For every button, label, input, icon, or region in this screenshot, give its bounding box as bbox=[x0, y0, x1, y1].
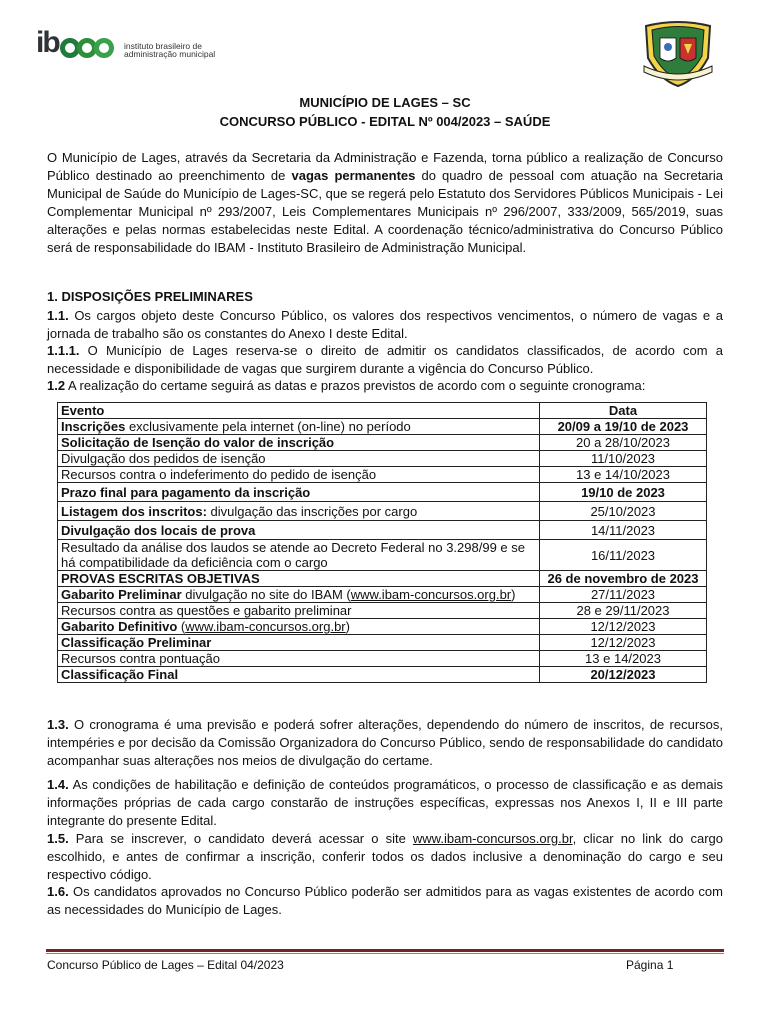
event-text: ) bbox=[511, 587, 516, 602]
footer-divider bbox=[46, 949, 724, 952]
event-cell bbox=[58, 619, 540, 635]
ibam-site-link[interactable]: www.ibam-concursos.org.br bbox=[412, 831, 573, 846]
event-bold: Gabarito Preliminar bbox=[61, 587, 182, 602]
event-cell bbox=[58, 435, 540, 451]
event-cell bbox=[58, 540, 540, 571]
paragraph-1-4 bbox=[47, 776, 723, 830]
event-cell bbox=[58, 667, 540, 683]
ibam-logo-mark bbox=[36, 26, 120, 60]
table-row bbox=[58, 571, 707, 587]
date-cell: 11/10/2023 bbox=[540, 451, 707, 467]
event-bold: Gabarito Definitivo bbox=[61, 619, 178, 634]
ibam-site-link[interactable]: www.ibam-concursos.org.br bbox=[185, 619, 346, 634]
event-bold: Classificação Preliminar bbox=[61, 635, 212, 650]
event-text: Recursos contra pontuação bbox=[61, 651, 220, 666]
date-cell: 16/11/2023 bbox=[540, 540, 707, 571]
paragraph-number: 1.4. bbox=[47, 777, 69, 792]
event-cell bbox=[58, 603, 540, 619]
document-title-line-2: CONCURSO PÚBLICO - EDITAL Nº 004/2023 – SAÚDE bbox=[219, 114, 551, 129]
paragraph-text: A realização do certame seguirá as datas e prazos previstos de acordo com o seguinte cronograma: bbox=[65, 378, 646, 393]
paragraph-text: O Município de Lages reserva-se o direito de admitir os candidatos classificados, de acordo com a necessidade e disponibilidade de vagas que surgirem durante a vigência do Concurso Público. bbox=[47, 343, 723, 376]
paragraph-text: Os candidatos aprovados no Concurso Público poderão ser admitidos para as vagas existentes de acordo com as necessidades do Município de Lages. bbox=[47, 884, 723, 917]
date-cell: 19/10 de 2023 bbox=[540, 483, 707, 502]
event-bold: Divulgação dos locais de prova bbox=[61, 522, 256, 538]
date-cell: 20/09 a 19/10 de 2023 bbox=[540, 419, 707, 435]
schedule-body bbox=[58, 419, 707, 683]
event-cell bbox=[58, 483, 540, 502]
event-cell bbox=[58, 419, 540, 435]
table-row bbox=[58, 467, 707, 483]
logo-sub-line-2: administração municipal bbox=[124, 49, 216, 59]
event-text: divulgação no site do IBAM ( bbox=[181, 587, 351, 602]
paragraph-text: O cronograma é uma previsão e poderá sofrer alterações, dependendo do número de inscritos, de recursos, intempéries e por decisão da Comissão Organizadora do Concurso Público, sendo de responsabilidade do candidato acompanhar suas alterações nos meios de divulgação do certame. bbox=[47, 717, 723, 768]
table-row bbox=[58, 451, 707, 467]
event-bold: Classificação Final bbox=[61, 667, 179, 682]
table-row bbox=[58, 521, 707, 540]
table-row bbox=[58, 619, 707, 635]
date-cell: 14/11/2023 bbox=[540, 521, 707, 540]
event-cell bbox=[58, 467, 540, 483]
paragraph-text: Os cargos objeto deste Concurso Público, os valores dos respectivos vencimentos, o número de vagas e a jornada de trabalho são os constantes do Anexo I deste Edital. bbox=[47, 308, 723, 341]
paragraph-text: Para se inscrever, o candidato deverá acessar o site bbox=[68, 831, 413, 846]
ibam-site-link[interactable]: www.ibam-concursos.org.br bbox=[350, 587, 512, 602]
section-heading: 1. DISPOSIÇÕES PRELIMINARES bbox=[47, 289, 253, 304]
table-row bbox=[58, 502, 707, 521]
event-text: ( bbox=[177, 619, 186, 634]
table-row bbox=[58, 587, 707, 603]
event-bold: Solicitação de Isenção do valor de inscrição bbox=[61, 435, 335, 450]
logo-ring bbox=[94, 38, 114, 58]
table-row bbox=[58, 635, 707, 651]
event-cell bbox=[58, 635, 540, 651]
table-row bbox=[58, 651, 707, 667]
paragraph-1-5 bbox=[47, 830, 723, 884]
date-cell: 28 e 29/11/2023 bbox=[540, 603, 707, 619]
event-cell bbox=[58, 651, 540, 667]
date-cell: 27/11/2023 bbox=[540, 587, 707, 603]
date-cell: 26 de novembro de 2023 bbox=[540, 571, 707, 587]
paragraph-1-3 bbox=[47, 716, 723, 770]
event-text: divulgação das inscrições por cargo bbox=[206, 503, 418, 519]
document-title-line-1: MUNICÍPIO DE LAGES – SC bbox=[299, 95, 471, 110]
ibam-logo-letters: ib bbox=[36, 26, 59, 59]
date-cell: 13 e 14/10/2023 bbox=[540, 467, 707, 483]
event-text: Divulgação dos pedidos de isenção bbox=[61, 451, 266, 466]
schedule-table bbox=[57, 402, 707, 683]
intro-bold: vagas permanentes bbox=[291, 168, 416, 183]
paragraph-1-1-1 bbox=[47, 342, 723, 378]
date-cell: 13 e 14/2023 bbox=[540, 651, 707, 667]
paragraph-1-2 bbox=[47, 377, 723, 395]
paragraph-number: 1.5. bbox=[47, 831, 69, 846]
paragraph-number: 1.6. bbox=[47, 884, 69, 899]
footer-divider-thin bbox=[46, 953, 724, 954]
date-cell: 25/10/2023 bbox=[540, 502, 707, 521]
ibam-logo-subtitle bbox=[124, 42, 215, 58]
table-row bbox=[58, 603, 707, 619]
event-bold: Prazo final para pagamento da inscrição bbox=[61, 484, 311, 500]
paragraph-1-6 bbox=[47, 883, 723, 919]
paragraph-number: 1.2 bbox=[47, 378, 66, 393]
ibam-logo bbox=[36, 26, 216, 60]
paragraph-number: 1.3. bbox=[47, 717, 69, 732]
date-cell: 12/12/2023 bbox=[540, 619, 707, 635]
lages-crest-icon bbox=[636, 18, 720, 88]
table-header-row bbox=[58, 403, 707, 419]
date-cell: 20/12/2023 bbox=[540, 667, 707, 683]
event-cell bbox=[58, 502, 540, 521]
intro-paragraph bbox=[47, 149, 723, 257]
paragraph-1-1 bbox=[47, 307, 723, 343]
paragraph-text: As condições de habilitação e definição de conteúdos programáticos, o processo de classificação e as demais informações próprias de cada cargo constarão de instruções específicas, expressas nos Anexos I, II e III parte integrante do presente Edital. bbox=[47, 777, 723, 828]
event-bold: Listagem dos inscritos: bbox=[61, 503, 207, 519]
table-row bbox=[58, 435, 707, 451]
table-row bbox=[58, 667, 707, 683]
event-cell bbox=[58, 571, 540, 587]
event-cell bbox=[58, 587, 540, 603]
logo-sub-line-1: instituto brasileiro de bbox=[124, 41, 202, 51]
event-text: Resultado da análise dos laudos se atende ao Decreto Federal no 3.298/99 e se há compatibilidade da deficiência com o cargo bbox=[61, 540, 525, 570]
date-cell: 12/12/2023 bbox=[540, 635, 707, 651]
footer-left-text: Concurso Público de Lages – Edital 04/2023 bbox=[47, 958, 284, 972]
table-row bbox=[58, 483, 707, 502]
footer-page-number: Página 1 bbox=[626, 958, 674, 972]
event-text: Recursos contra o indeferimento do pedido de isenção bbox=[61, 467, 377, 482]
intro-text: O Município de Lages, através da Secretaria da Administração e Fazenda, torna público a realização de Concurso Público destinado ao preenchimento de bbox=[47, 150, 723, 183]
event-bold: PROVAS ESCRITAS OBJETIVAS bbox=[61, 571, 260, 586]
event-bold: Inscrições bbox=[61, 419, 126, 434]
event-text: Recursos contra as questões e gabarito preliminar bbox=[61, 603, 352, 618]
paragraph-number: 1.1.1. bbox=[47, 343, 80, 358]
header-event: Evento bbox=[58, 403, 540, 419]
intro-text: do quadro de pessoal com atuação na Secretaria Municipal de Saúde do Município de Lages-SC, que se regerá pelo Estatuto dos Servidores Públicos Municipais - Lei Complementar Municipal nº 293/2007, Leis Complementares Municipais nº 296/2007, 333/2009, 565/2019, suas alterações e pelas normas estabelecidas neste Edital. A coordenação técnico/administrativa do Concurso Público será de responsabilidade do IBAM - Instituto Brasileiro de Administração Municipal. bbox=[47, 168, 723, 255]
event-cell bbox=[58, 451, 540, 467]
event-text: ) bbox=[345, 619, 350, 634]
event-cell bbox=[58, 521, 540, 540]
table-row bbox=[58, 540, 707, 571]
event-text: exclusivamente pela internet (on-line) no período bbox=[125, 419, 411, 434]
table-row bbox=[58, 419, 707, 435]
paragraph-text: , clicar no link do cargo escolhido, e antes de confirmar a inscrição, conferir todos os dados inclusive a denominação do cargo e seu respectivo código. bbox=[47, 831, 723, 882]
paragraph-number: 1.1. bbox=[47, 308, 69, 323]
header-date: Data bbox=[540, 403, 707, 419]
date-cell: 20 a 28/10/2023 bbox=[540, 435, 707, 451]
